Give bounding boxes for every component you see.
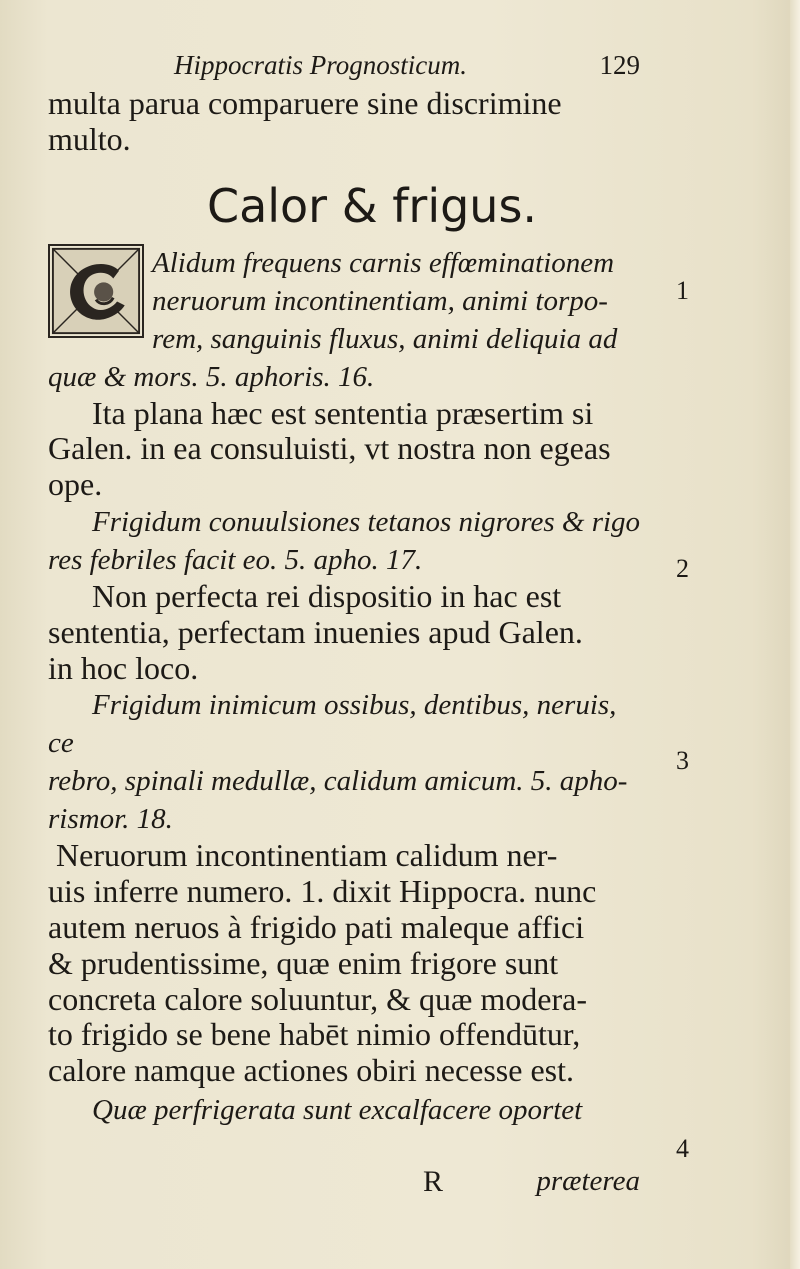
text-line: concreta calore soluuntur, & quæ modera- [48,980,587,1017]
text-line: autem neruos à frigido pati maleque affici [48,908,585,945]
margin-number: 4 [676,1134,689,1163]
margin-number: 2 [676,554,689,583]
text-line: rebro, spinali medullæ, calidum amicum. 5. apho- [48,765,628,798]
text-line: to frigido se bene habēt nimio offendūtur, [48,1016,581,1053]
page-footer [48,1165,640,1205]
aphorism-1 [48,244,648,396]
text-line: Quæ perfrigerata sunt excalfacere oportet [92,1093,583,1126]
running-head [170,50,640,86]
text-line: Galen. in ea consuluisti, vt nostra non egeas [48,430,611,467]
text-line: sententia, perfectam inuenies apud Galen. [48,613,583,650]
decorated-initial-c-icon [48,244,144,338]
text-line: res febriles facit eo. 5. apho. 17. [48,543,423,576]
signature-mark: R [423,1165,444,1198]
catchword: præterea [536,1165,640,1197]
text-line: Non perfecta rei dispositio in hac est [92,577,562,614]
text-line: Alidum frequens carnis effœminationem [152,246,615,279]
text-line: in hoc loco. [48,649,199,686]
text-line: neruorum incontinentiam, animi torpo- [152,284,608,317]
main-text [48,86,648,1129]
text-line: quæ & mors. 5. aphoris. 16. [48,360,375,393]
margin-number: 3 [676,746,689,775]
margin-number: 1 [676,276,689,305]
text-line: calore namque actiones obiri necesse est. [48,1052,574,1089]
text-line: ope. [48,466,103,503]
text-line: rismor. 18. [48,803,173,836]
text-line: & prudentissime, quæ enim frigore sunt [48,944,559,981]
text-line: uis inferre numero. 1. dixit Hippocra. nunc [48,873,597,910]
text-line: multa parua comparuere sine discrimine [48,85,562,121]
page-edge [790,0,800,1269]
page-number: 129 [599,50,640,80]
running-title: Hippocratis Prognosticum. [174,50,467,80]
text-line: Frigidum conuulsiones tetanos nigrores & rigo [92,505,641,538]
text-line: rem, sanguinis fluxus, animi deliquia ad [152,322,618,355]
text-line: Ita plana hæc est sententia præsertim si [92,394,594,431]
text-line: Neruorum incontinentiam calidum ner- [56,837,558,874]
text-line: multo. [48,120,131,157]
text-line: Frigidum inimicum ossibus, dentibus, neruis, ce [48,689,617,760]
section-heading: Calor & frigus. [206,178,538,233]
